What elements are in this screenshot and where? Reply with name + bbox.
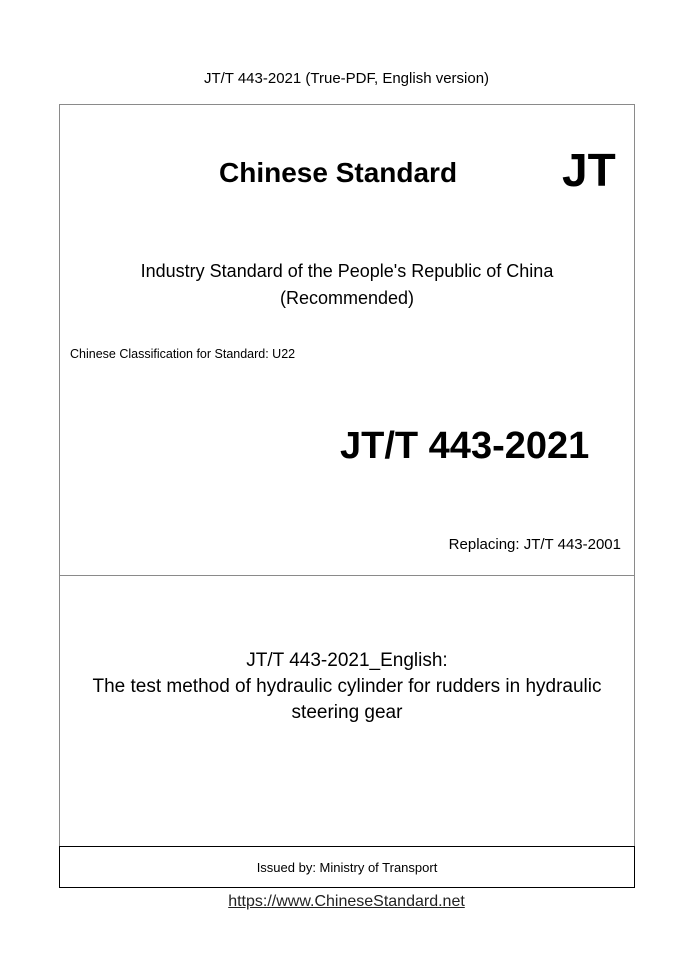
brand-title: Chinese Standard [219,157,458,188]
document-title-line-2: The test method of hydraulic cylinder for rudders in hydraulic [92,676,602,697]
document-header-caption: JT/T 443-2021 (True-PDF, English version) [203,70,490,87]
industry-statement [59,258,635,312]
classification-label: Chinese Classification for Standard: U22 [70,347,296,361]
document-title-line-1: JT/T 443-2021_English: [246,650,448,671]
replacing-note: Replacing: JT/T 443-2001 [448,536,621,553]
document-title-line-3: steering gear [291,702,403,723]
standard-number: JT/T 443-2021 [340,425,590,467]
document-title [59,648,635,726]
website-link[interactable]: https://www.ChineseStandard.net [228,893,465,910]
industry-line-1: Industry Standard of the People's Republic of China [140,261,554,281]
issuer-box [59,846,635,888]
industry-line-2: (Recommended) [279,288,415,308]
issuer-text: Issued by: Ministry of Transport [256,859,438,875]
brand-code: JT [562,144,616,196]
